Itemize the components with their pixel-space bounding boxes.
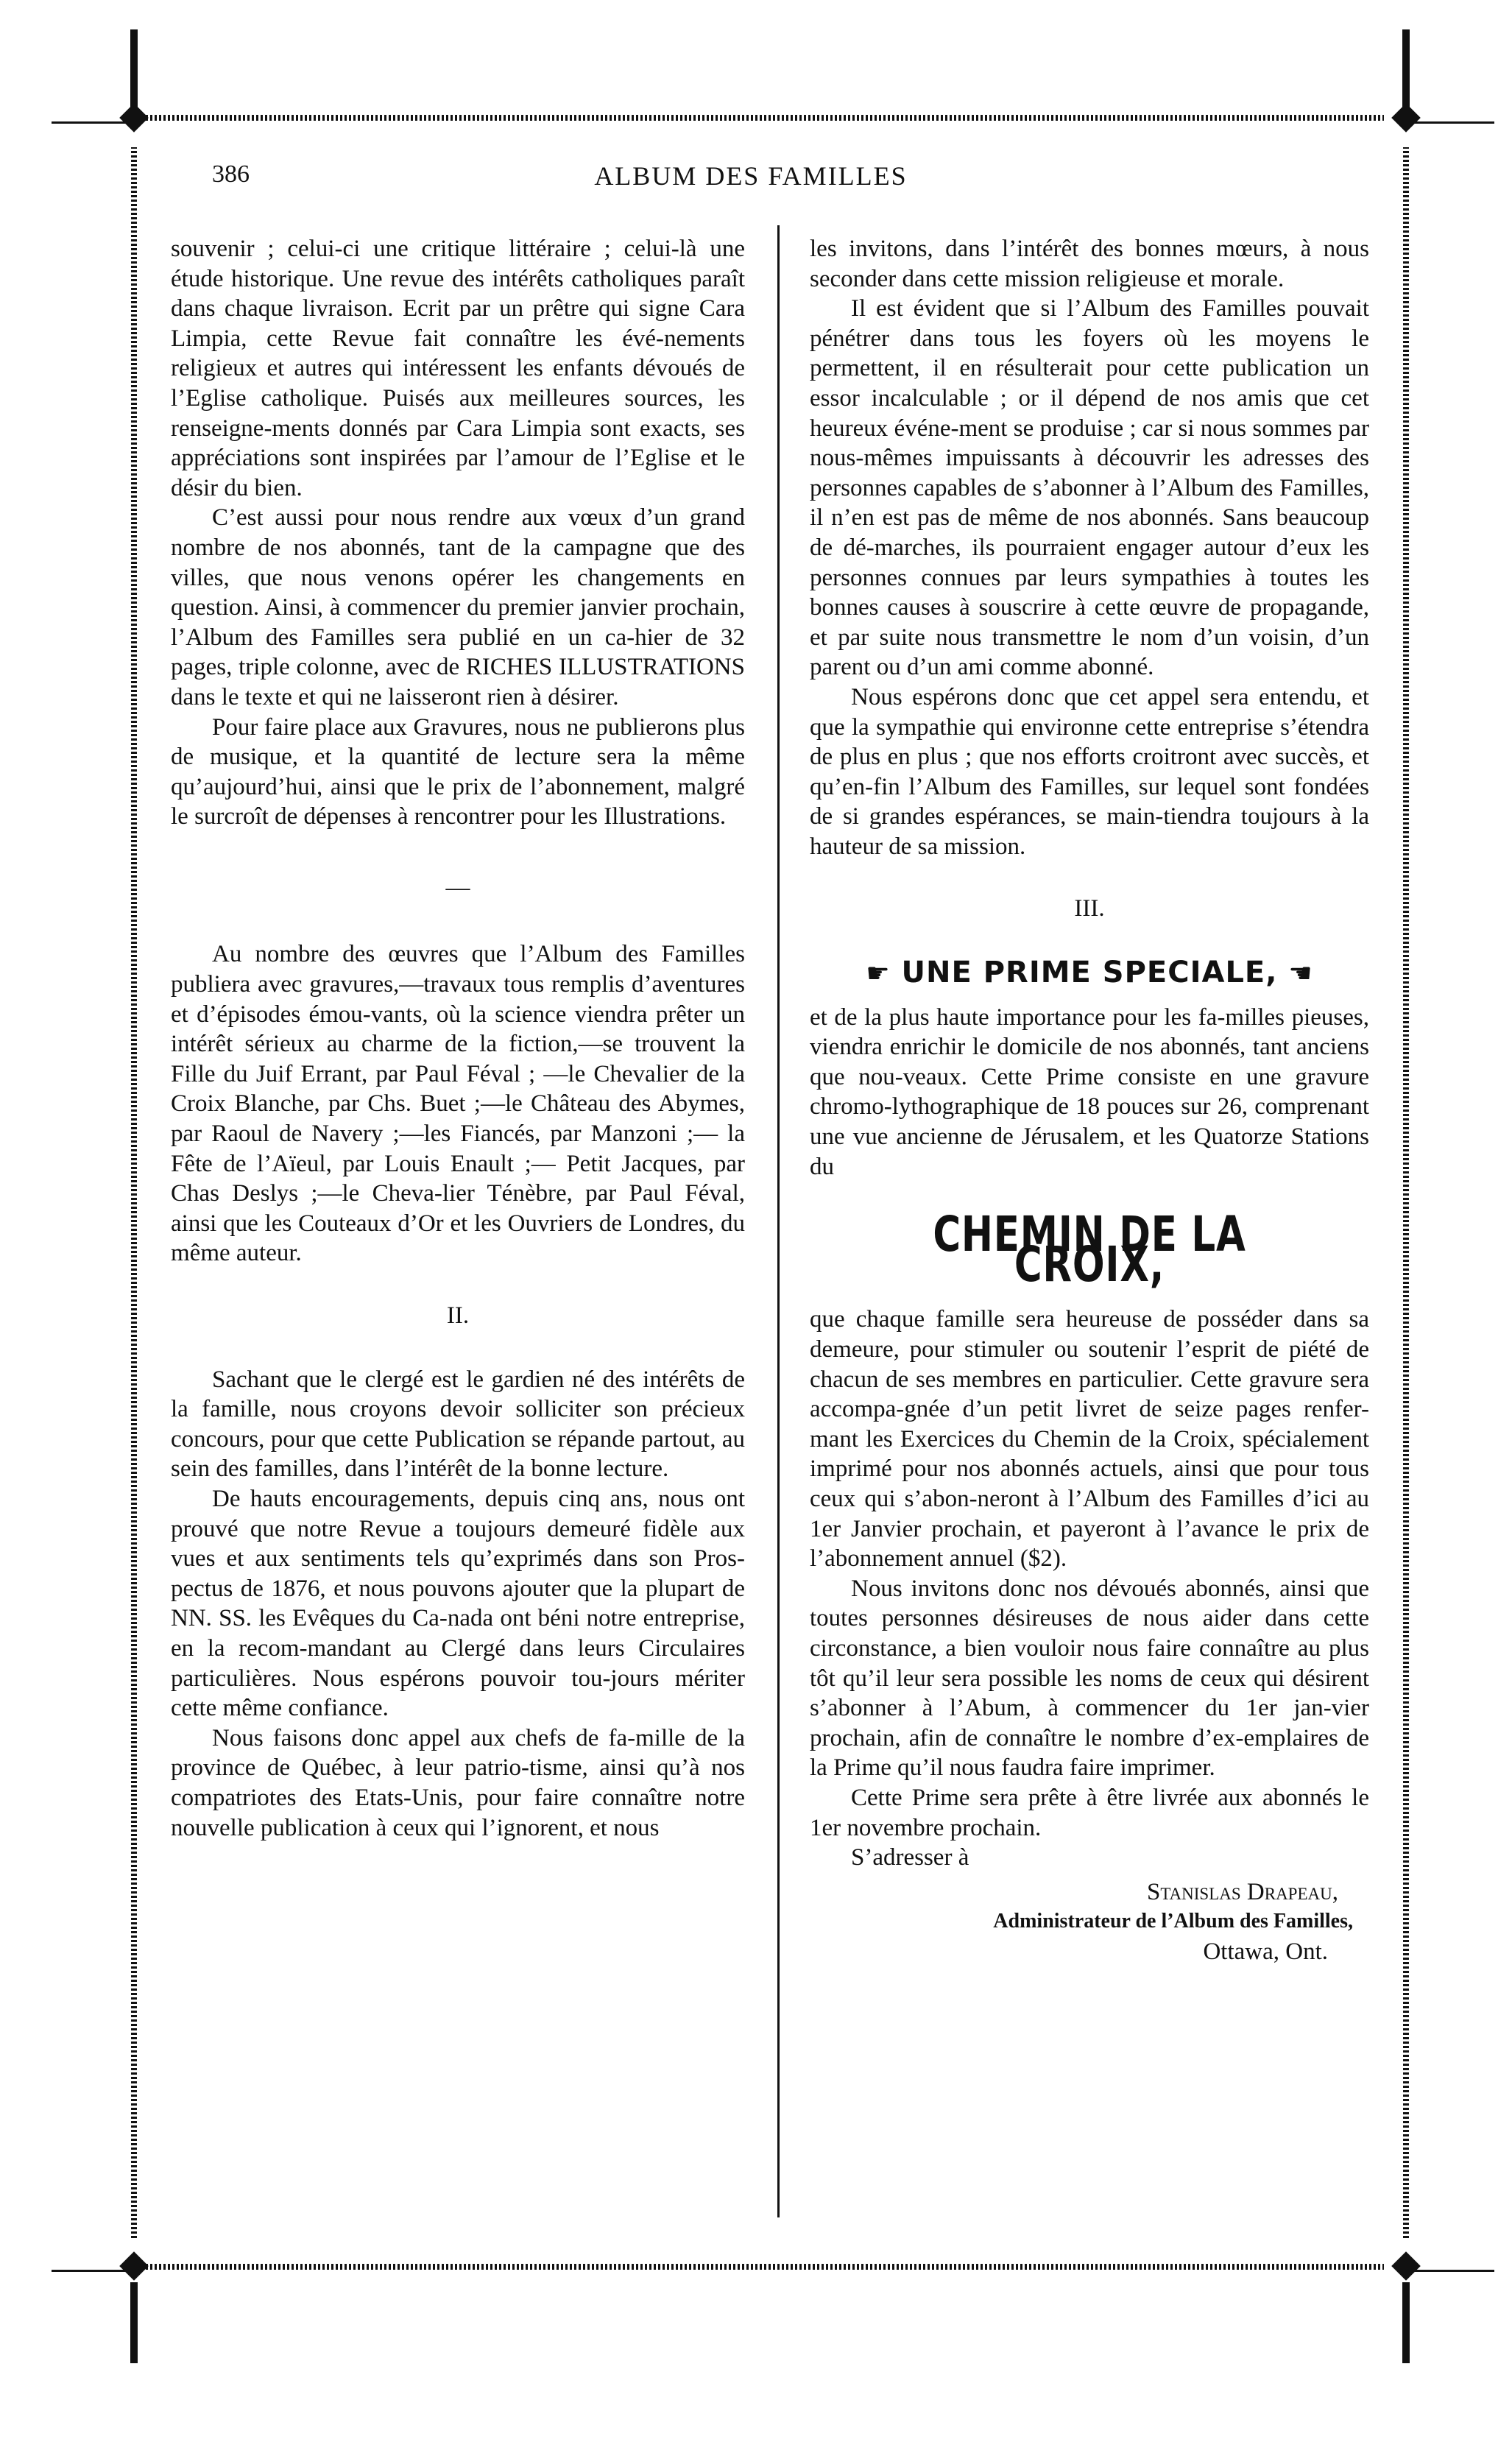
left-paragraph-4: Au nombre des œuvres que l’Album des Familles publiera avec gravures,—travaux tous remplis d’aventures et d’épisodes émou-vants, où la science viendra prêter un intérêt sérieux au charme de la fiction,—se trouvent la Fille du Juif Errant, par Paul Féval ; —le Chevalier de la Croix Blanche, par Chs. Buet ;—le Château des Abymes, par Raoul de Navery ;—les Fiancés, par Manzoni ;— la Fête de l’Aïeul, par Louis Enault ;— Petit Jacques, par Chas Deslys ;—le Cheva-lier Ténèbre, par Paul Féval, ainsi que les Couteaux d’Or et les Ouvriers de Londres, du même auteur. xyxy=(171,941,745,1267)
finial-bar-right xyxy=(1413,121,1494,124)
finial-bar-bottom-left xyxy=(52,2270,133,2272)
signature-name: Stanislas Drapeau, xyxy=(1146,1878,1338,1905)
left-paragraph-3: Pour faire place aux Gravures, nous ne publierons plus de musique, et la quantité de lecture sera la même qu’aujourd’hui, ainsi que le prix de l’abonnement, malgré le surcroît de dépenses à rencontrer pour les Illustrations. xyxy=(171,713,745,830)
pointing-hand-icon-right: ☚ xyxy=(1288,959,1313,989)
left-paragraph-5: Sachant que le clergé est le gardien né des intérêts de la famille, nous croyons devoir solliciter son précieux concours, pour que cette Publication se répande partout, au sein des familles, dans l’intérêt de la bonne lecture. xyxy=(171,1366,745,1483)
chemin-de-la-croix-heading: CHEMIN DE LA CROIX, xyxy=(933,1206,1246,1293)
right-paragraph-5: que chaque famille sera heureuse de posséder dans sa demeure, pour stimuler ou soutenir l’esprit de piété de chacun de ses membres en particulier. Cette gravure sera accompa-gnée d’un petit livret de seize pages renfer-mant les Exercices du Chemin de la Croix, spécialement imprimé pour nos abonnés actuels, ainsi que pour tous ceux qui s’abon-neront à l’Album des Familles d’ici au 1er Janvier prochain, et payeront à l’avance le prix de l’abonnement annuel ($2). xyxy=(810,1306,1369,1573)
heading-iii: III. xyxy=(1074,895,1105,922)
prime-banner xyxy=(810,958,1369,989)
right-paragraph-3: Nous espérons donc que cet appel sera entendu, et que la sympathie qui environne cette entreprise s’étendra de plus en plus ; que nos efforts croitront avec succès, et qu’en-fin l’Album des Familles, sur lequel sont fondées de si grandes espérances, se main-tiendra toujours à la hauteur de sa mission. xyxy=(810,683,1369,860)
right-paragraph-8: S’adresser à xyxy=(851,1844,969,1871)
top-border-rule xyxy=(133,115,1384,121)
finial-top-right xyxy=(1402,29,1410,110)
left-paragraph-1: souvenir ; celui-ci une critique littéraire ; celui-là une étude historique. Une revue des intérêts catholiques paraît dans chaque livraison. Ecrit par un prêtre qui signe Cara Limpia, cette Revue fait connaître les évé-nements religieux et autres qui intéressent les enfants dévoués de l’Eglise catholique. Puisés aux meilleures sources, les renseigne-ments donnés par Cara Limpia sont exacts, ses appréciations sont inspirées par l’amour de l’Eglise et le désir du bien. xyxy=(171,236,745,501)
left-column xyxy=(171,234,745,1843)
section-separator: — xyxy=(445,874,470,901)
pointing-hand-icon-left: ☛ xyxy=(866,959,891,989)
right-paragraph-7: Cette Prime sera prête à être livrée aux abonnés le 1er novembre prochain. xyxy=(810,1784,1369,1841)
finial-bottom-right xyxy=(1402,2282,1410,2363)
heading-ii: II. xyxy=(446,1302,470,1329)
right-paragraph-1: les invitons, dans l’intérêt des bonnes mœurs, à nous seconder dans cette mission religieuse et morale. xyxy=(810,236,1369,292)
right-paragraph-2: Il est évident que si l’Album des Familles pouvait pénétrer dans tous les foyers où les moyens le permettent, il en résulterait pour cette publication un essor incalculable ; or il dépend de nos amis que cet heureux événe-ment se produise ; car si nous sommes par nous-mêmes impuissants à découvrir les adresses des personnes capables de s’abonner à l’Album des Familles, il n’en est pas de même de nos abonnés. Sans beaucoup de dé-marches, ils pourraient engager autour d’eux les personnes connues par leurs sympathies à toutes les bonnes causes à souscrire à cette œuvre de propagande, et par suite nous transmettre le nom d’un voisin, d’un parent ou d’un ami comme abonné. xyxy=(810,295,1369,681)
running-head: ALBUM DES FAMILLES xyxy=(594,161,908,191)
signature-title: Administrateur de l’Album des Familles, xyxy=(993,1910,1353,1933)
left-border-rule xyxy=(131,147,137,2238)
finial-top-left xyxy=(130,29,138,110)
signature-block xyxy=(810,1877,1369,1967)
finial-bar-bottom-right xyxy=(1413,2270,1494,2272)
column-divider xyxy=(777,225,780,2217)
right-paragraph-6: Nous invitons donc nos dévoués abonnés, ainsi que toutes personnes désireuses de nous aider dans cette circonstance, a bien vouloir nous faire connaître au plus tôt qu’il leur sera possible les noms de ceux qui désirent s’abonner à l’Abum, à commencer du 1er jan-vier prochain, afin de connaître le nombre d’ex-emplaires de la Prime qu’il nous faudra faire imprimer. xyxy=(810,1575,1369,1782)
right-border-rule xyxy=(1403,147,1409,2238)
right-paragraph-4: et de la plus haute importance pour les fa-milles pieuses, viendra enrichir le domicile de nos abonnés, tant anciens que nou-veaux. Cette Prime consiste en une gravure chromo-lythographique de 18 pouces sur 26, comprenant une vue ancienne de Jérusalem, et les Quatorze Stations du xyxy=(810,1003,1369,1180)
bottom-border-rule xyxy=(133,2264,1384,2270)
left-paragraph-2: C’est aussi pour nous rendre aux vœux d’un grand nombre de nos abonnés, tant de la campagne que des villes, que nous venons opérer les changements en question. Ainsi, à commencer du premier janvier prochain, l’Album des Familles sera publié en un ca-hier de 32 pages, triple colonne, avec de RICHES ILLUSTRATIONS dans le texte et qui ne laisseront rien à désirer. xyxy=(171,504,745,710)
corner-ornament-bottom-right xyxy=(1391,2251,1421,2281)
corner-ornament-bottom-left xyxy=(119,2251,149,2281)
finial-bar-left xyxy=(52,121,133,124)
right-column xyxy=(810,234,1369,1966)
prime-banner-text: UNE PRIME SPECIALE, xyxy=(901,956,1278,990)
left-paragraph-6: De hauts encouragements, depuis cinq ans, nous ont prouvé que notre Revue a toujours demeuré fidèle aux vues et aux sentiments tels qu’exprimés dans son Pros-pectus de 1876, et nous pouvons ajouter que la plupart de NN. SS. les Evêques du Ca-nada ont béni notre entreprise, en la recom-mandant au Clergé dans leurs Circulaires particulières. Nous espérons pouvoir tou-jours mériter cette même confiance. xyxy=(171,1485,745,1722)
signature-place: Ottawa, Ont. xyxy=(1203,1938,1328,1965)
finial-bottom-left xyxy=(130,2282,138,2363)
page-number: 386 xyxy=(212,160,250,188)
left-paragraph-7: Nous faisons donc appel aux chefs de fa-mille de la province de Québec, à leur patrio-tisme, ainsi qu’à nos compatriotes des Etats-Unis, pour faire connaître notre nouvelle publication à ceux qui l’ignorent, et nous xyxy=(171,1724,745,1841)
